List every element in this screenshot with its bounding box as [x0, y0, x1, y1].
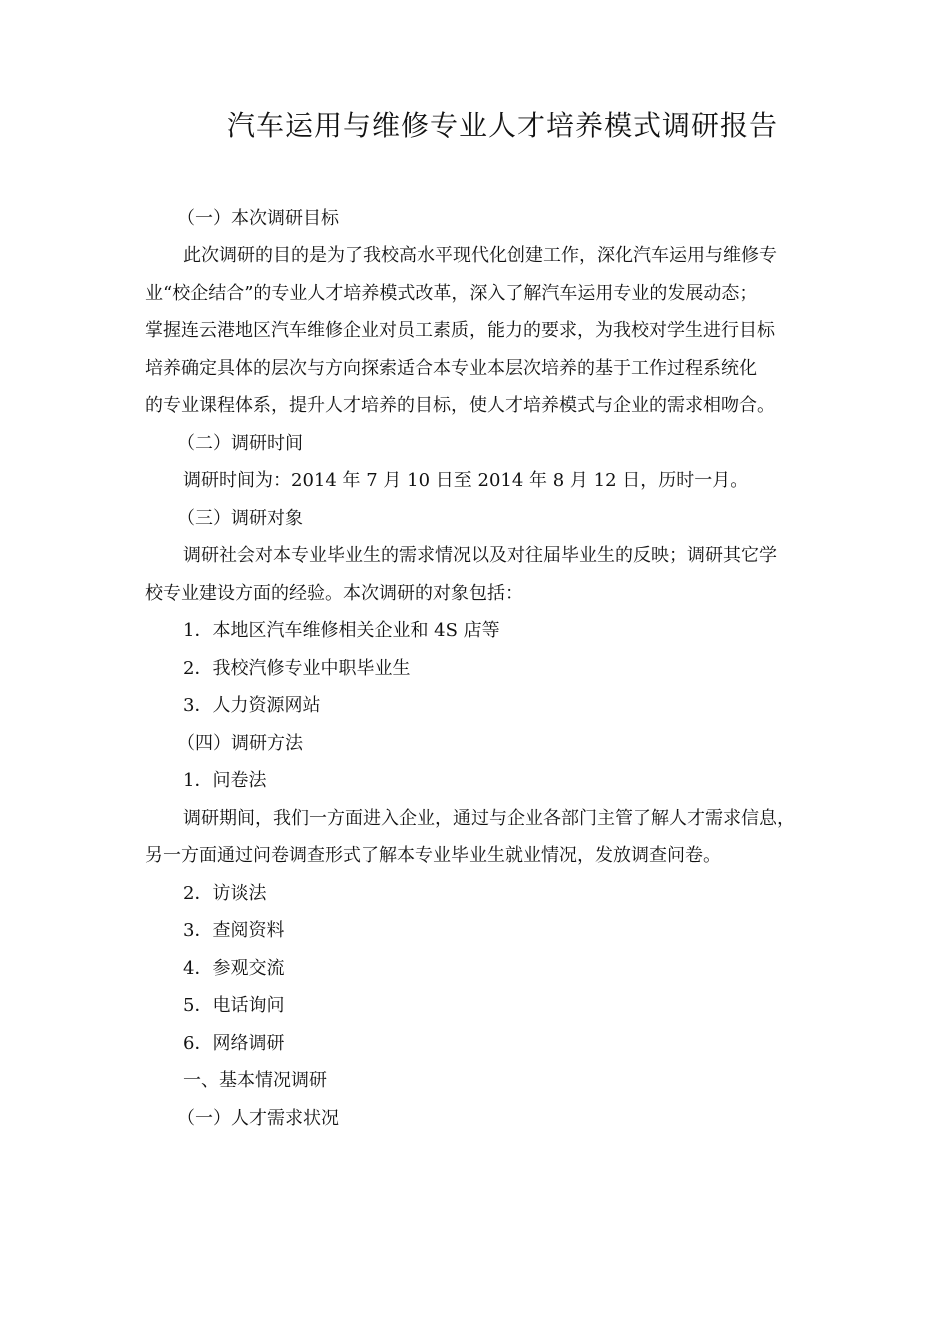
section-heading-subjects: （三）调研对象 [177, 508, 303, 529]
paragraph-line: 掌握连云港地区汽车维修企业对员工素质，能力的要求，为我校对学生进行目标 [145, 320, 775, 341]
list-item: 2．访谈法 [183, 883, 267, 904]
list-item: 3．人力资源网站 [183, 695, 321, 716]
document-title: 汽车运用与维修专业人才培养模式调研报告 [226, 109, 778, 142]
chapter-heading: 一、基本情况调研 [183, 1070, 327, 1091]
paragraph-line: 业“校企结合”的专业人才培养模式改革，深入了解汽车运用专业的发展动态； [145, 283, 758, 304]
section-heading-goal: （一）本次调研目标 [177, 208, 339, 229]
section-heading-time: （二）调研时间 [177, 433, 303, 454]
list-item: 6．网络调研 [183, 1033, 285, 1054]
list-item: 1．问卷法 [183, 770, 267, 791]
section-heading-talent-demand: （一）人才需求状况 [177, 1108, 339, 1129]
paragraph-line: 校专业建设方面的经验。本次调研的对象包括： [145, 583, 523, 604]
list-item: 4．参观交流 [183, 958, 285, 979]
paragraph-line: 调研期间，我们一方面进入企业，通过与企业各部门主管了解人才需求信息， [183, 808, 795, 829]
list-item: 3．查阅资料 [183, 920, 285, 941]
paragraph-line: 此次调研的目的是为了我校高水平现代化创建工作，深化汽车运用与维修专 [183, 245, 777, 266]
paragraph-line: 调研时间为：2014 年 7 月 10 日至 2014 年 8 月 12 日，历时一月。 [183, 470, 749, 491]
list-item: 1．本地区汽车维修相关企业和 4S 店等 [183, 620, 500, 641]
list-item: 5．电话询问 [183, 995, 285, 1016]
section-heading-methods: （四）调研方法 [177, 733, 303, 754]
paragraph-line: 的专业课程体系，提升人才培养的目标，使人才培养模式与企业的需求相吻合。 [145, 395, 775, 416]
paragraph-line: 调研社会对本专业毕业生的需求情况以及对往届毕业生的反映；调研其它学 [183, 545, 777, 566]
list-item: 2．我校汽修专业中职毕业生 [183, 658, 411, 679]
paragraph-line: 另一方面通过问卷调查形式了解本专业毕业生就业情况，发放调查问卷。 [145, 845, 721, 866]
paragraph-line: 培养确定具体的层次与方向探索适合本专业本层次培养的基于工作过程系统化 [145, 358, 757, 379]
